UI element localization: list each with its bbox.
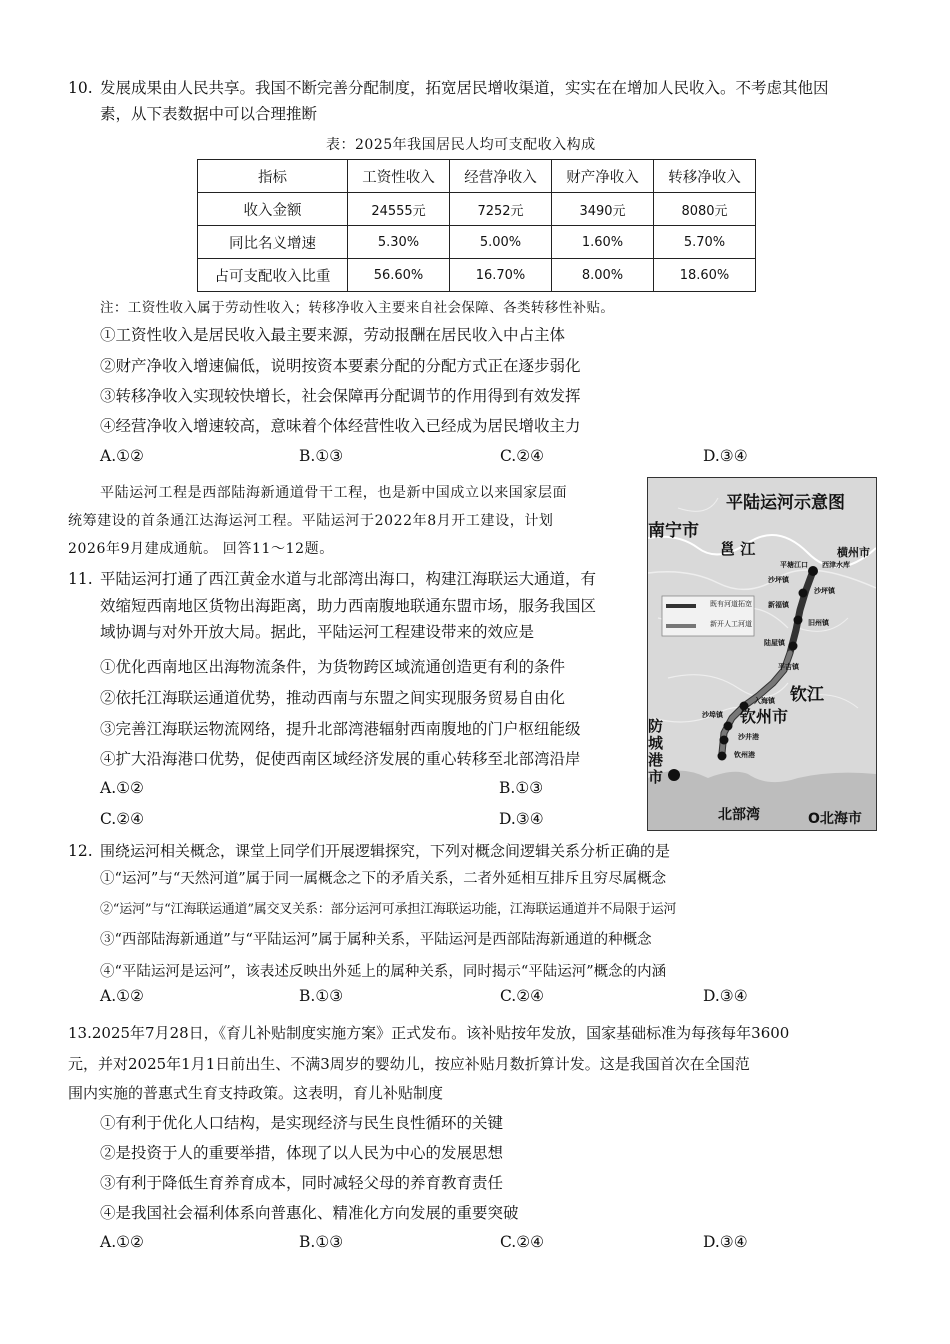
q10-option-b[interactable]: B.①③ xyxy=(299,447,344,465)
passage-line3: 2026年9月建成通航。 回答11～12题。 xyxy=(68,541,334,557)
q12-statement: ①“运河”与“天然河道”属于同一属概念之下的矛盾关系，二者外延相互排斥且穷尽属概念 xyxy=(100,871,667,887)
q12-option-c[interactable]: C.②④ xyxy=(500,987,545,1005)
map-town: 平吉镇 xyxy=(778,663,799,671)
q13-option-d[interactable]: D.③④ xyxy=(703,1233,748,1251)
q13-statement: ③有利于降低生育养育成本，同时减轻父母的养育教育责任 xyxy=(100,1174,504,1192)
q12-number: 12. xyxy=(68,842,93,860)
table-row xyxy=(198,193,756,226)
table-header-cell: 指标 xyxy=(198,160,348,193)
q11-stem-line2: 效缩短西南地区货物出海距离，助力西南腹地联通东盟市场，服务我国区 xyxy=(100,597,597,615)
map-title: 平陆运河示意图 xyxy=(726,493,845,513)
table-cell: 7252元 xyxy=(450,193,552,226)
q10-option-a[interactable]: A.①② xyxy=(100,447,144,465)
map-town: 新福镇 xyxy=(768,601,789,609)
table-header-cell: 转移净收入 xyxy=(654,160,756,193)
q13-statement: ②是投资于人的重要举措，体现了以人民为中心的发展思想 xyxy=(100,1144,504,1162)
map-town: 沙埠镇 xyxy=(702,711,723,719)
q12-option-d[interactable]: D.③④ xyxy=(703,987,748,1005)
table-cell: 5.00% xyxy=(450,226,552,259)
map-city-nanning: 南宁市 xyxy=(648,521,699,541)
canal-map xyxy=(647,477,877,831)
q12-option-b[interactable]: B.①③ xyxy=(299,987,344,1005)
map-city-fangchenggang: 防城港市 xyxy=(648,717,664,786)
q11-stem-line1: 平陆运河打通了西江黄金水道与北部湾出海口，构建江海联运大通道，有 xyxy=(100,570,597,588)
map-legend-new: 新开人工河道 xyxy=(710,620,752,628)
table-cell: 收入金额 xyxy=(198,193,348,226)
table-note: 注：工资性收入属于劳动性收入；转移净收入主要来自社会保障、各类转移性补贴。 xyxy=(100,300,615,316)
q13-stem-line2: 元，并对2025年1月1日前出生、不满3周岁的婴幼儿，按应补贴月数折算计发。这是我国首次在全国范 xyxy=(68,1055,750,1073)
q11-statement: ③完善江海联运物流网络，提升北部湾港辐射西南腹地的门户枢纽能级 xyxy=(100,720,581,738)
map-city-hengzhou: 横州市 xyxy=(837,546,870,559)
q10-statement: ①工资性收入是居民收入最主要来源，劳动报酬在居民收入中占主体 xyxy=(100,326,566,344)
q11-statement: ④扩大沿海港口优势，促使西南区域经济发展的重心转移至北部湾沿岸 xyxy=(100,750,581,768)
q12-statement: ③“西部陆海新通道”与“平陆运河”属于属种关系，平陆运河是西部陆海新通道的种概念 xyxy=(100,932,652,948)
q11-option-b[interactable]: B.①③ xyxy=(499,779,544,797)
table-cell: 5.70% xyxy=(654,226,756,259)
map-city-beihai: O北海市 xyxy=(808,811,862,827)
map-town: 沙坪镇 xyxy=(768,576,789,584)
q10-number: 10. xyxy=(68,79,93,97)
q11-statement: ①优化西南地区出海物流条件，为货物跨区域流通创造更有利的条件 xyxy=(100,658,566,676)
table-cell: 1.60% xyxy=(552,226,654,259)
q10-option-d[interactable]: D.③④ xyxy=(703,447,748,465)
passage-line1: 平陆运河工程是西部陆海新通道骨干工程，也是新中国成立以来国家层面 xyxy=(100,485,568,501)
map-river-qinjiang: 钦江 xyxy=(790,685,824,705)
table-cell: 8080元 xyxy=(654,193,756,226)
q11-option-a[interactable]: A.①② xyxy=(100,779,144,797)
map-legend-widen: 既有河道拓宽 xyxy=(710,600,752,608)
q11-stem-line3: 域协调与对外开放大局。据此，平陆运河工程建设带来的效应是 xyxy=(100,623,535,641)
table-row xyxy=(198,259,756,292)
q10-stem-line1: 发展成果由人民共享。我国不断完善分配制度，拓宽居民增收渠道，实实在在增加人民收入。不考虑其他因 xyxy=(100,79,829,97)
map-town: 入海镇 xyxy=(754,697,775,705)
table-cell: 24555元 xyxy=(348,193,450,226)
q11-number: 11. xyxy=(68,570,93,588)
q13-statement: ①有利于优化人口结构，是实现经济与民生良性循环的关键 xyxy=(100,1114,504,1132)
q10-statement: ③转移净收入实现较快增长，社会保障再分配调节的作用得到有效发挥 xyxy=(100,387,581,405)
map-town: 西津水库 xyxy=(822,561,850,569)
table-cell: 16.70% xyxy=(450,259,552,292)
map-town: 陆屋镇 xyxy=(764,639,785,647)
table-cell: 8.00% xyxy=(552,259,654,292)
q10-option-c[interactable]: C.②④ xyxy=(500,447,545,465)
q10-stem-line2: 素，从下表数据中可以合理推断 xyxy=(100,105,318,123)
table-cell: 5.30% xyxy=(348,226,450,259)
table-cell: 56.60% xyxy=(348,259,450,292)
table-cell: 3490元 xyxy=(552,193,654,226)
table-cell: 同比名义增速 xyxy=(198,226,348,259)
map-city-qinzhou: 钦州市 xyxy=(740,707,789,726)
table-cell: 18.60% xyxy=(654,259,756,292)
table-header-cell: 工资性收入 xyxy=(348,160,450,193)
q10-statement: ②财产净收入增速偏低，说明按资本要素分配的分配方式正在逐步弱化 xyxy=(100,357,581,375)
q13-option-a[interactable]: A.①② xyxy=(100,1233,144,1251)
map-sea-beibuwan: 北部湾 xyxy=(718,807,760,823)
map-river-yujiang: 邕 江 xyxy=(720,540,756,558)
q12-stem: 围绕运河相关概念，课堂上同学们开展逻辑探究，下列对概念间逻辑关系分析正确的是 xyxy=(100,842,671,860)
table-header-cell: 经营净收入 xyxy=(450,160,552,193)
q11-option-c[interactable]: C.②④ xyxy=(100,810,145,828)
map-town: 沙井港 xyxy=(738,733,759,741)
map-town: 钦州港 xyxy=(734,751,755,759)
q12-statement: ④“平陆运河是运河”，该表述反映出外延上的属种关系，同时揭示“平陆运河”概念的内涵 xyxy=(100,964,667,980)
q11-statement: ②依托江海联运通道优势，推动西南与东盟之间实现服务贸易自由化 xyxy=(100,689,566,707)
map-town: 平塘江口 xyxy=(780,561,808,569)
q13-statement: ④是我国社会福利体系向普惠化、精准化方向发展的重要突破 xyxy=(100,1204,519,1222)
q10-statement: ④经营净收入增速较高，意味着个体经营性收入已经成为居民增收主力 xyxy=(100,417,581,435)
q11-option-d[interactable]: D.③④ xyxy=(499,810,544,828)
table-cell: 占可支配收入比重 xyxy=(198,259,348,292)
income-table xyxy=(197,159,756,292)
table-caption: 表：2025年我国居民人均可支配收入构成 xyxy=(326,137,596,153)
map-town: 沙坪镇 xyxy=(814,587,835,595)
map-town: 旧州镇 xyxy=(808,619,829,627)
q12-option-a[interactable]: A.①② xyxy=(100,987,144,1005)
q12-statement: ②“运河”与“江海联运通道”属交叉关系：部分运河可承担江海联运功能，江海联运通道并不局限于运河 xyxy=(100,902,677,917)
q13-option-c[interactable]: C.②④ xyxy=(500,1233,545,1251)
table-header-cell: 财产净收入 xyxy=(552,160,654,193)
q13-stem-line1: 13.2025年7月28日，《育儿补贴制度实施方案》正式发布。该补贴按年发放，国家基础标准为每孩每年3600 xyxy=(68,1024,790,1042)
q13-stem-line3: 围内实施的普惠式生育支持政策。这表明，育儿补贴制度 xyxy=(68,1084,444,1102)
table-row xyxy=(198,226,756,259)
passage-line2: 统筹建设的首条通江达海运河工程。平陆运河于2022年8月开工建设，计划 xyxy=(68,513,554,529)
q13-option-b[interactable]: B.①③ xyxy=(299,1233,344,1251)
table-header-row xyxy=(198,160,756,193)
